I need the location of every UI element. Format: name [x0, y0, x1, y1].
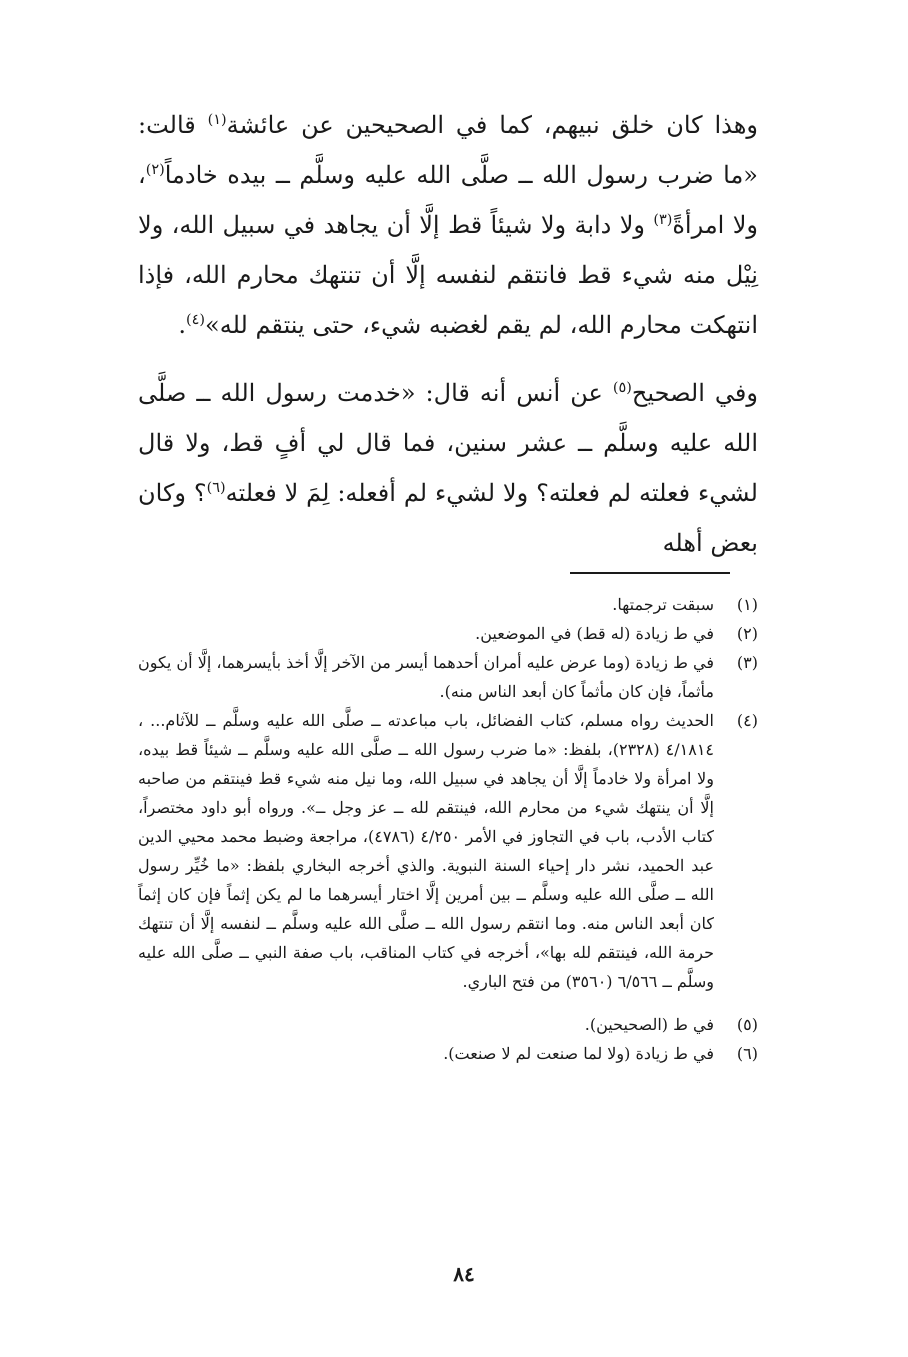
page-number: ٨٤ [453, 1262, 475, 1286]
footnote-4 [138, 706, 758, 996]
footnote-ref-1: (١) [207, 112, 227, 128]
paragraph-text: وهذا كان خلق نبيهم، كما في الصحيحين عن عائشة [226, 111, 758, 139]
footnote-divider [570, 572, 730, 574]
footnote-text: سبقت ترجمتها. [612, 595, 714, 614]
main-paragraph-1 [138, 100, 758, 350]
footnote-number: (٤) [736, 711, 758, 730]
footnotes-section [138, 590, 758, 1068]
footnote-ref-6: (٦) [206, 480, 226, 496]
paragraph-text: قالت: «ما ضرب رسول الله ــ صلَّى الله عليه وسلَّم ــ بيده خادماً [138, 111, 758, 189]
footnote-ref-4: (٤) [186, 312, 206, 328]
footnote-3 [138, 648, 758, 706]
main-paragraph-2 [138, 368, 758, 568]
footnote-text: في ط (الصحيحين). [584, 1015, 714, 1034]
footnote-text: في ط زيادة (وما عرض عليه أمران أحدهما أيسر من الآخر إلَّا أخذ بأيسرهما، إلَّا أن يكون مأثماً، فإن كان مأثماً كان أبعد الناس منه). [138, 653, 714, 701]
footnote-ref-2: (٢) [145, 162, 165, 178]
paragraph-text: ولا دابة ولا شيئاً قط إلَّا أن يجاهد في سبيل الله، ولا نِيْل منه شيء قط فانتقم لنفسه إلَّا أن تنتهك محارم الله، فإذا انتهكت محارم الله، لم يقم لغضبه شيء، حتى ينتقم لله» [138, 211, 758, 339]
paragraph-text: . [178, 311, 187, 339]
footnote-text: الحديث رواه مسلم، كتاب الفضائل، باب مباعدته ــ صلَّى الله عليه وسلَّم ــ للآثام... ، ٤/١٨١٤ (٢٣٢٨)، بلفظ: «ما ضرب رسول الله ــ صلَّى الله عليه وسلَّم ــ شيئاً قط بيده، ولا امرأة ولا خادماً إلَّا أن يجاهد في سبيل الله، وما نيل منه شيء قط فينتقم من صاحبه إلَّا أن ينتهك شيء من محارم الله، فينتقم لله ــ عز وجل ــ». ورواه أبو داود مختصراً، كتاب الأدب، باب في التجاوز في الأمر ٤/٢٥٠ (٤٧٨٦)، مراجعة وضبط محمد محيي الدين عبد الحميد، نشر دار إحياء السنة النبوية. والذي أخرجه البخاري بلفظ: «ما خُيِّر رسول الله ــ صلَّى الله عليه وسلَّم ــ بين أمرين إلَّا اختار أيسرهما ما لم يكن إثماً فإن كان إثماً كان أبعد الناس منه. وما انتقم رسول الله ــ صلَّى الله عليه وسلَّم ــ لنفسه إلَّا أن تنتهك حرمة الله، فينتقم لله بها»، أخرجه في كتاب المناقب، باب صفة النبي ــ صلَّى الله عليه وسلَّم ــ ٦/٥٦٦ (٣٥٦٠) من فتح الباري. [138, 711, 715, 991]
footnote-6 [138, 1039, 758, 1068]
footnote-number: (٣) [736, 653, 758, 672]
footnote-ref-5: (٥) [612, 380, 632, 396]
footnote-5 [138, 1010, 758, 1039]
paragraph-text: ؟ وكان بعض أهله [138, 479, 758, 557]
footnote-number: (٦) [736, 1044, 758, 1063]
paragraph-text: عن أنس أنه قال: «خدمت رسول الله ــ صلَّى الله عليه وسلَّم ــ عشر سنين، فما قال لي أفٍ قط، ولا قال لشيء فعلته لم فعلته؟ ولا لشيء لم أفعله: لِمَ لا فعلته [138, 379, 758, 507]
footnote-number: (٥) [736, 1015, 758, 1034]
paragraph-text: ، ولا امرأةً [138, 161, 758, 239]
footnote-number: (١) [736, 595, 758, 614]
footnote-ref-3: (٣) [653, 212, 673, 228]
footnote-text: في ط زيادة (ولا لما صنعت لم لا صنعت). [443, 1044, 714, 1063]
footnote-1 [138, 590, 758, 619]
footnote-text: في ط زيادة (له قط) في الموضعين. [475, 624, 714, 643]
paragraph-text: وفي الصحيح [631, 379, 758, 407]
footnote-number: (٢) [736, 624, 758, 643]
footnote-2 [138, 619, 758, 648]
